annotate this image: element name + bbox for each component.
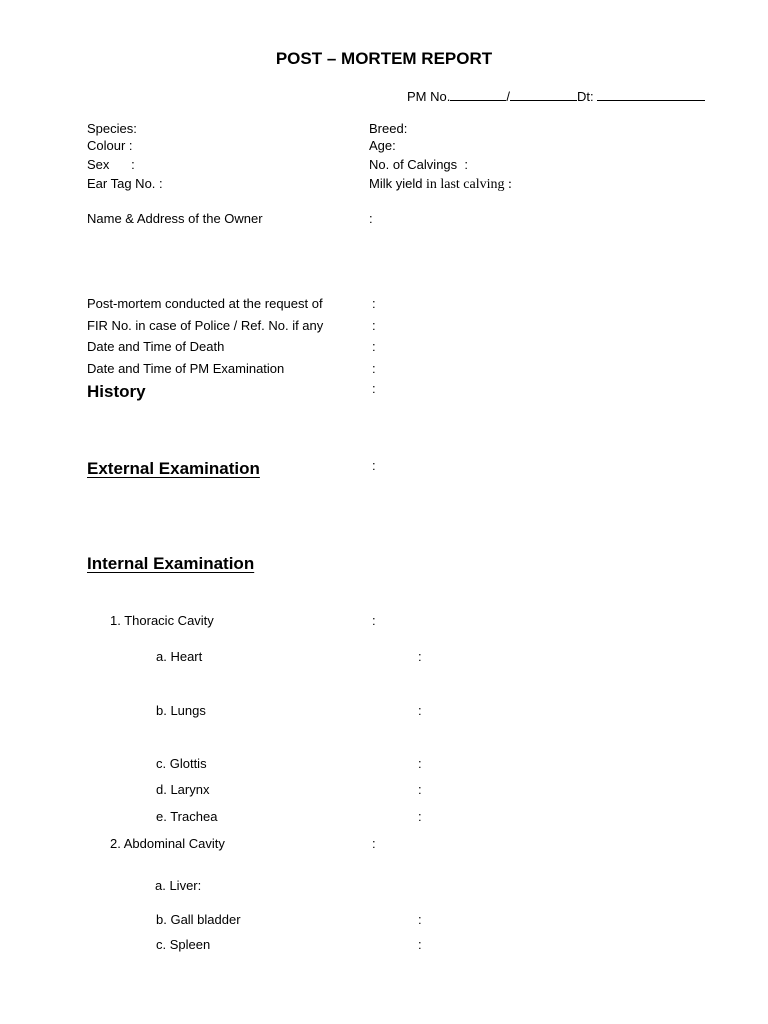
breed-label: Breed: — [369, 121, 408, 136]
abdominal-label: 2. Abdominal Cavity — [110, 836, 225, 851]
history-heading: History — [87, 382, 146, 401]
ear-tag-label: Ear Tag No. : — [87, 176, 163, 191]
death-time-colon: : — [372, 339, 376, 354]
heart-colon: : — [418, 649, 422, 664]
dt-label: Dt: — [576, 89, 594, 104]
trachea-label: e. Trachea — [156, 809, 218, 824]
pm-time-label: Date and Time of PM Examination — [87, 361, 285, 376]
abdominal-colon: : — [372, 836, 376, 851]
age-label: Age: — [369, 138, 396, 153]
larynx-colon: : — [418, 782, 422, 797]
pm-no-blank[interactable] — [450, 88, 506, 101]
thoracic-label: 1. Thoracic Cavity — [110, 613, 214, 628]
request-label: Post-mortem conducted at the request of — [87, 296, 323, 311]
owner-colon: : — [369, 211, 373, 226]
fir-label: FIR No. in case of Police / Ref. No. if any — [87, 318, 324, 333]
death-time-label: Date and Time of Death — [87, 339, 225, 354]
milk-yield-text: Milk yield — [369, 176, 423, 191]
milk-yield-label — [369, 176, 512, 193]
request-colon: : — [372, 296, 376, 311]
pm-number-line — [407, 88, 705, 105]
history-colon: : — [372, 381, 376, 396]
glottis-colon: : — [418, 756, 422, 771]
gall-bladder-colon: : — [418, 912, 422, 927]
pm-separator: / — [506, 89, 510, 104]
thoracic-colon: : — [372, 613, 376, 628]
external-colon: : — [372, 458, 376, 473]
page-title: POST – MORTEM REPORT — [275, 49, 493, 68]
dt-blank[interactable] — [597, 88, 705, 101]
liver-label: a. Liver: — [155, 878, 202, 893]
spleen-colon: : — [418, 937, 422, 952]
internal-heading: Internal Examination — [87, 554, 255, 573]
pm-no-label: PM No. — [407, 89, 451, 104]
lungs-label: b. Lungs — [156, 703, 206, 718]
colour-label: Colour : — [87, 138, 133, 153]
gall-bladder-label: b. Gall bladder — [156, 912, 241, 927]
owner-label: Name & Address of the Owner — [87, 211, 263, 226]
sex-label: Sex : — [87, 157, 135, 172]
external-heading: External Examination — [87, 459, 260, 478]
species-label: Species: — [87, 121, 137, 136]
heart-label: a. Heart — [156, 649, 203, 664]
pm-time-colon: : — [372, 361, 376, 376]
milk-yield-rest: in last calving : — [422, 177, 512, 192]
larynx-label: d. Larynx — [156, 782, 210, 797]
spleen-label: c. Spleen — [156, 937, 211, 952]
lungs-colon: : — [418, 703, 422, 718]
glottis-label: c. Glottis — [156, 756, 207, 771]
pm-year-blank[interactable] — [510, 88, 577, 101]
fir-colon: : — [372, 318, 376, 333]
trachea-colon: : — [418, 809, 422, 824]
calvings-label: No. of Calvings : — [369, 157, 468, 172]
